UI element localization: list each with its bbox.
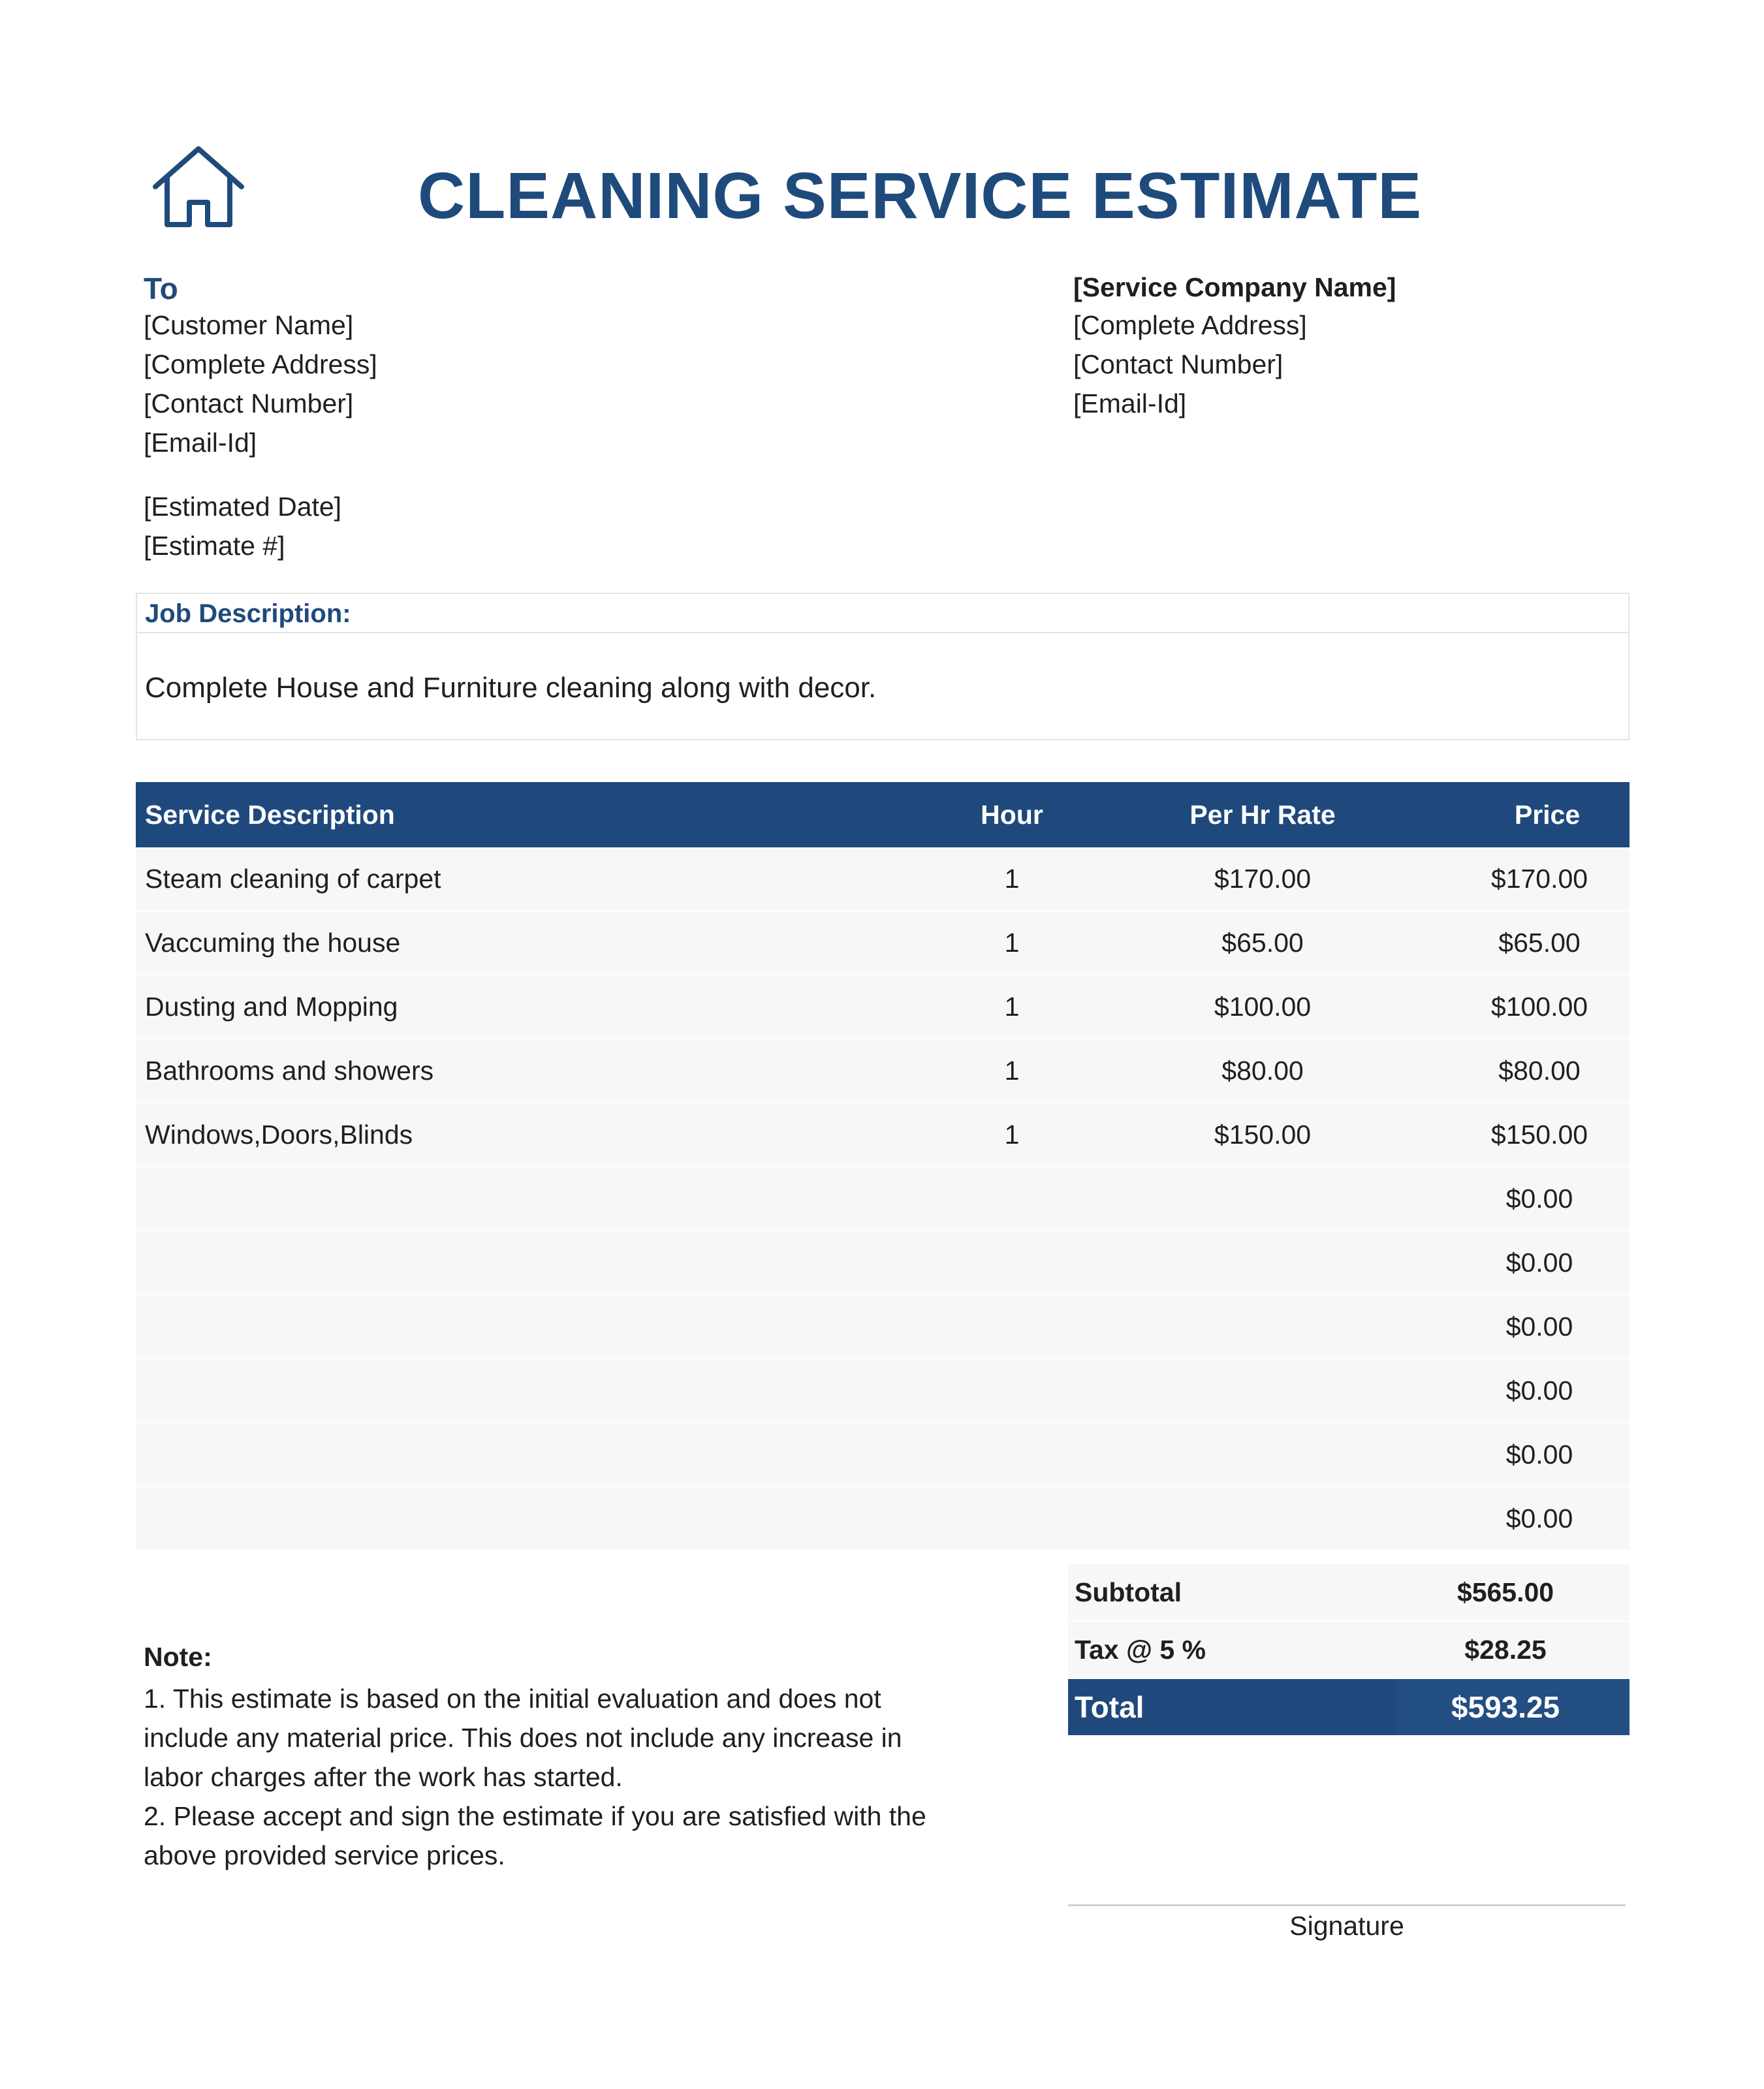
customer-name: [Customer Name] (144, 310, 354, 340)
row-rate[interactable]: $80.00 (1221, 1056, 1304, 1086)
header-hour: Hour (981, 800, 1043, 830)
company-email: [Email-Id] (1073, 388, 1187, 418)
table-row (136, 1039, 1630, 1103)
row-description[interactable]: Windows,Doors,Blinds (145, 1120, 413, 1150)
total-value: $593.25 (1451, 1690, 1560, 1724)
header-service-description: Service Description (145, 800, 395, 830)
row-price: $150.00 (1490, 1120, 1588, 1150)
customer-email: [Email-Id] (144, 428, 257, 458)
job-description-label: Job Description: (145, 599, 351, 628)
row-description[interactable]: Bathrooms and showers (145, 1056, 434, 1086)
table-row (136, 1423, 1630, 1487)
totals-block (1068, 1564, 1630, 1736)
to-label: To (144, 272, 178, 306)
page-title: CLEANING SERVICE ESTIMATE (418, 159, 1423, 232)
row-hour[interactable]: 1 (1004, 992, 1020, 1022)
company-address: [Complete Address] (1073, 310, 1307, 340)
row-description[interactable]: Vaccuming the house (145, 928, 401, 958)
row-rate[interactable] (1158, 1359, 1367, 1422)
customer-contact: [Contact Number] (144, 388, 354, 418)
estimate-number: [Estimate #] (144, 531, 285, 561)
row-price: $100.00 (1490, 992, 1588, 1022)
row-description[interactable]: Dusting and Mopping (145, 992, 398, 1022)
total-row (1068, 1679, 1630, 1735)
row-hour[interactable] (947, 1231, 1077, 1294)
tax-row (1068, 1622, 1630, 1678)
row-price: $0.00 (1505, 1312, 1573, 1342)
customer-address: [Complete Address] (144, 349, 377, 379)
row-price: $170.00 (1490, 864, 1588, 894)
row-hour[interactable] (947, 1487, 1077, 1550)
row-price: $0.00 (1505, 1248, 1573, 1278)
table-row (136, 1231, 1630, 1295)
house-icon (153, 145, 244, 230)
note-line: labor charges after the work has started. (144, 1762, 623, 1792)
subtotal-label: Subtotal (1075, 1577, 1182, 1607)
service-table-header (136, 782, 1630, 847)
subtotal-value: $565.00 (1457, 1577, 1554, 1607)
row-rate[interactable] (1158, 1167, 1367, 1230)
table-row (136, 1487, 1630, 1551)
estimate-date: [Estimated Date] (144, 492, 342, 522)
row-hour[interactable]: 1 (1004, 1056, 1020, 1086)
total-label: Total (1075, 1690, 1144, 1724)
header-per-hr-rate: Per Hr Rate (1189, 800, 1336, 830)
row-rate[interactable] (1158, 1487, 1367, 1550)
note-line: above provided service prices. (144, 1840, 505, 1870)
table-row (136, 1167, 1630, 1231)
row-hour[interactable] (947, 1423, 1077, 1486)
row-hour[interactable]: 1 (1004, 864, 1020, 894)
note-title: Note: (144, 1642, 212, 1672)
row-rate[interactable]: $150.00 (1214, 1120, 1312, 1150)
row-rate[interactable]: $100.00 (1214, 992, 1312, 1022)
company-contact: [Contact Number] (1073, 349, 1284, 379)
note-line: include any material price. This does not include any increase in (144, 1723, 902, 1753)
note-line: 2. Please accept and sign the estimate if you are satisfied with the (144, 1801, 926, 1831)
row-hour[interactable] (947, 1167, 1077, 1230)
service-table-body (136, 847, 1630, 1551)
company-name: [Service Company Name] (1073, 272, 1396, 302)
row-hour[interactable]: 1 (1004, 1120, 1020, 1150)
tax-label: Tax @ 5 % (1075, 1635, 1206, 1665)
row-price: $0.00 (1505, 1375, 1573, 1406)
row-price: $65.00 (1498, 928, 1581, 958)
row-rate[interactable] (1158, 1231, 1367, 1294)
table-row (136, 1359, 1630, 1423)
row-price: $80.00 (1498, 1056, 1581, 1086)
row-rate[interactable] (1158, 1423, 1367, 1486)
subtotal-row (1068, 1564, 1630, 1620)
row-rate[interactable] (1158, 1295, 1367, 1358)
tax-value: $28.25 (1464, 1635, 1547, 1665)
header-price: Price (1514, 800, 1581, 830)
signature-label: Signature (1289, 1911, 1404, 1941)
row-hour[interactable] (947, 1359, 1077, 1422)
row-rate[interactable]: $170.00 (1214, 864, 1312, 894)
row-price: $0.00 (1505, 1184, 1573, 1214)
table-row (136, 911, 1630, 975)
row-rate[interactable]: $65.00 (1221, 928, 1304, 958)
job-description-text[interactable]: Complete House and Furniture cleaning along with decor. (145, 672, 877, 704)
note-line: 1. This estimate is based on the initial evaluation and does not (144, 1684, 881, 1714)
row-hour[interactable]: 1 (1004, 928, 1020, 958)
row-description[interactable]: Steam cleaning of carpet (145, 864, 441, 894)
table-row (136, 847, 1630, 911)
row-price: $0.00 (1505, 1439, 1573, 1469)
job-description-header (137, 594, 1628, 633)
table-row (136, 975, 1630, 1039)
job-description-box (136, 593, 1630, 740)
row-price: $0.00 (1505, 1503, 1573, 1533)
table-row (136, 1295, 1630, 1359)
table-row (136, 1103, 1630, 1167)
row-hour[interactable] (947, 1295, 1077, 1358)
